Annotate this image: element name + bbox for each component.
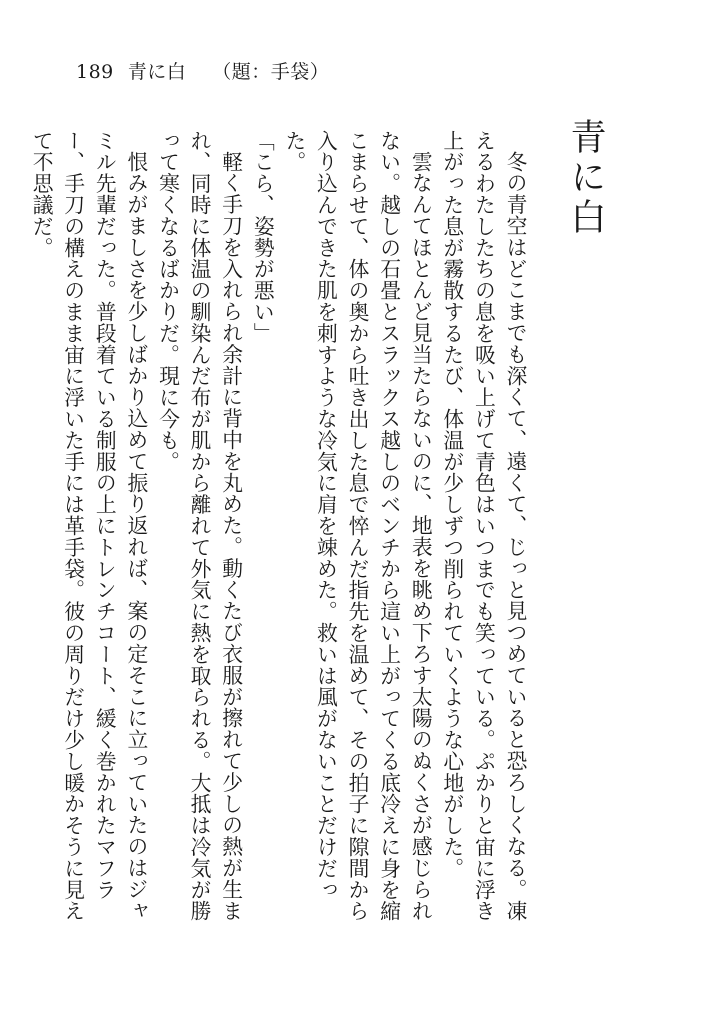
body-text xyxy=(29,130,530,940)
chapter-title: 青に白 xyxy=(565,118,606,238)
header-title: 青に白 xyxy=(127,61,187,83)
header-subtitle: （題：手袋） xyxy=(212,61,330,83)
page-number: 189 xyxy=(76,61,114,83)
paragraph-2: 雲なんてほとんど見当たらないのに、地表を眺め下ろす太陽のぬくさが感じられない。越しの石畳とスラックス越しのベンチから這い上がってくる底冷えに身を縮こまらせて、体の奥から吐き出した息で悴んだ指先を温めて、その拍子に隙間から入り込んできた肌を刺すような冷気に肩を竦めた。救いは風がないことだけだった。 xyxy=(281,130,433,922)
paragraph-5: 恨みがましさを少しばかり込めて振り返れば、案の定そこに立っていたのはジャミル先輩だった。普段着ている制服の上にトレンチコート、緩く巻かれたマフラー、手刀の構えのまま宙に浮いた手には革手袋。彼の周りだけ少し暖かそうに見えて不思議だ。 xyxy=(29,130,148,922)
paragraph-1: 冬の青空はどこまでも深くて、遠くて、じっと見つめていると恐ろしくなる。凍えるわたしたちの息を吸い上げて青色はいつまでも笑っている。ぷかりと宙に浮き上がった息が霧散するたび、体温が少しずつ削られていくような心地がした。 xyxy=(439,130,527,922)
paragraph-dialogue: 「こら、姿勢が悪い」 xyxy=(250,130,275,344)
paragraph-4: 軽く手刀を入れられ余計に背中を丸めた。動くたび衣服が擦れて少しの熱が生まれ、同時に体温の馴染んだ布が肌から離れて外気に熱を取られる。大抵は冷気が勝って寒くなるばかりだ。現に今も。 xyxy=(155,130,243,922)
running-header xyxy=(76,60,329,84)
